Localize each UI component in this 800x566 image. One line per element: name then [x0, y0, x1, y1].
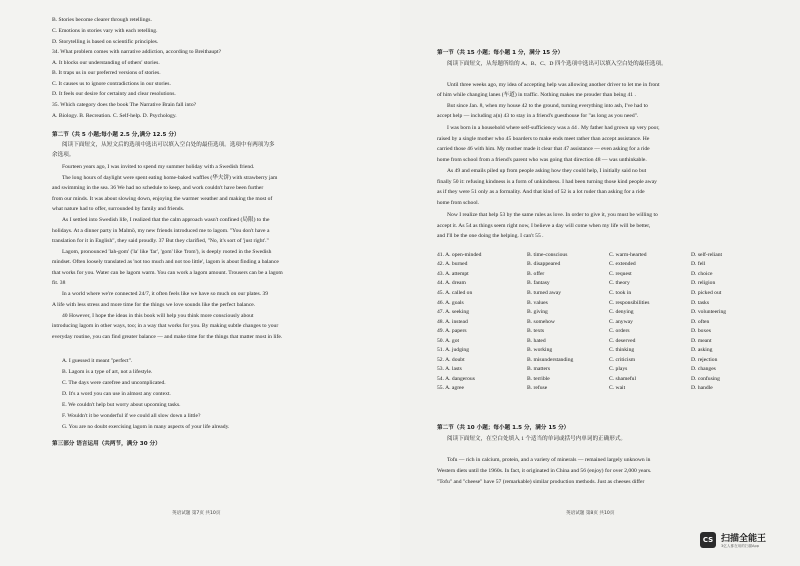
left-line: mindset. Often loosely translated as 'not too much and not too little', lagom is about finding a balance	[52, 259, 279, 265]
right-line: I was born in a household where self-sufficiency was a 44 . My father had grown up very poor,	[447, 125, 660, 131]
option-cell: 53. A. lasts	[437, 366, 462, 373]
option-cell: C. request	[609, 270, 632, 277]
option-cell: 52. A. doubt	[437, 356, 465, 363]
option-cell: 42. A. burned	[437, 261, 468, 268]
option-cell: B. fantasy	[527, 280, 550, 287]
option-cell: D. confusing	[691, 375, 720, 382]
option-cell: D. boxes	[691, 328, 711, 335]
right-line: accept it. As 54 as things seem right now, I believe a day will come when my life will be better,	[437, 223, 651, 229]
option-cell: B. giving	[527, 309, 548, 316]
left-line: holidays. At a dinner party in Malmö, my new friends introduced me to lagom. "You don't have a	[52, 228, 270, 234]
option-row	[437, 307, 771, 317]
option-cell: 54. A. dangerous	[437, 375, 475, 382]
option-cell: 55. A. agree	[437, 385, 465, 392]
option-cell: 46. A. goals	[437, 299, 464, 306]
left-line: 第二节（共 5 小题;每小题 2.5 分,满分 12.5 分）	[52, 132, 180, 138]
option-cell: D. rejection	[691, 356, 718, 363]
option-cell: B. somehow	[527, 318, 555, 325]
option-row	[437, 260, 771, 270]
logo-subtitle: 3亿人都在用的扫描App	[721, 544, 760, 548]
left-line: B. It traps us in our preferred versions of stories.	[52, 70, 161, 76]
option-cell: B. misunderstanding	[527, 356, 574, 363]
right-line: finally 50 it: refusing kindness is a form of unkindness. I had been turning those kind people away	[437, 179, 657, 185]
option-row	[437, 326, 771, 336]
left-line: A life with less stress and more time for the things we love sounds like the perfect balance.	[52, 302, 256, 308]
option-cell: 45. A. called on	[437, 289, 473, 296]
right-line: and I'll be the one doing the helping. I can't 55 .	[437, 233, 544, 239]
right-line: accept help — including a(n) 43 to stay in a friend's guesthouse for "as long as you need".	[437, 113, 639, 119]
left-line: from our minds. It was about slowing down, enjoying the warmer weather and making the most of	[52, 196, 273, 202]
option-cell: D. religion	[691, 280, 716, 287]
left-line: D. It's a word you can use in almost any context.	[62, 391, 171, 397]
left-line: D. It feels our desire for certainty and clear resolutions.	[52, 91, 176, 97]
left-line: 第三部分 语言运用（共两节，满分 30 分）	[52, 441, 161, 447]
left-line: As I settled into Swedish life, I realized that the calm approach wasn't confined (局限) to the	[62, 217, 270, 223]
option-cell: D. often	[691, 318, 710, 325]
left-line: In a world where we're connected 24/7, it often feels like we have so much on our plates. 39	[62, 291, 269, 297]
option-row	[437, 279, 771, 289]
right-line: as if they were 51 only as a formality. And that kind of 52 is a lot ruder than asking for a ride	[437, 189, 645, 195]
option-cell: B. refuse	[527, 385, 548, 392]
right-line: 阅读下面短文，在空白处填入 1 个适当的单词或括号内单词的正确形式。	[447, 436, 627, 442]
option-cell: D. meant	[691, 337, 712, 344]
option-row	[437, 288, 771, 298]
option-cell: 49. A. papers	[437, 328, 467, 335]
option-cell: C. took in	[609, 289, 632, 296]
left-line: 34. What problem comes with narrative addiction, according to Breithaupt?	[52, 49, 222, 55]
option-cell: C. warm-hearted	[609, 251, 647, 258]
right-line: carried those 46 with him. My mother made it clear that 47 assistance — even asking for a ride	[437, 146, 650, 152]
right-line: As 49 and emails piled up from people asking how they could help, I initially said no but	[447, 168, 647, 174]
right-line: Until three weeks ago, my idea of accepting help was allowing another driver to let me in front	[447, 82, 660, 88]
right-page-footer: 英语试题 第8页 共10页	[566, 511, 615, 516]
options-table	[437, 250, 771, 393]
option-cell: 43. A. attempt	[437, 270, 469, 277]
left-line: C. The days were carefree and uncomplicated.	[62, 380, 166, 386]
option-cell: D. changes	[691, 366, 716, 373]
option-cell: D. fell	[691, 261, 706, 268]
left-line: everyday routine, you can find greater balance — and make time for the things that matter most in life.	[52, 334, 283, 340]
option-row	[437, 384, 771, 394]
left-line: B. Stories become clearer through retellings.	[52, 17, 152, 23]
left-line: A. It blocks our understanding of others' stories.	[52, 60, 160, 66]
option-cell: 48. A. instead	[437, 318, 468, 325]
option-cell: B. turned away	[527, 289, 562, 296]
option-cell: C. shameful	[609, 375, 637, 382]
right-line: 第一节（共 15 小题；每小题 1 分，满分 15 分）	[437, 50, 564, 56]
option-cell: C. deserved	[609, 337, 636, 344]
option-cell: D. asking	[691, 347, 713, 354]
option-cell: C. denying	[609, 309, 634, 316]
left-line: and swimming in the sea. 36 We had no schedule to keep, and work couldn't have been further	[52, 185, 264, 191]
option-cell: D. self-reliant	[691, 251, 723, 258]
option-row	[437, 365, 771, 375]
option-cell: B. terrible	[527, 375, 550, 382]
left-line: translation for it in English", they said proudly. 37 But they clarified, "No, it's sort of 'just right'."	[52, 238, 269, 244]
option-row	[437, 298, 771, 308]
left-line: introducing lagom in other ways, too; in a way that works for you. By making subtle changes to your	[52, 323, 279, 329]
option-row	[437, 345, 771, 355]
option-cell: B. disappeared	[527, 261, 561, 268]
option-row	[437, 317, 771, 327]
option-cell: D. volunteering	[691, 309, 727, 316]
option-cell: C. thinking	[609, 347, 635, 354]
logo-name: 扫描全能王	[721, 534, 767, 544]
option-row	[437, 269, 771, 279]
left-line: A. Biology. B. Recreation. C. Self-help. D. Psychology.	[52, 113, 177, 119]
left-line: Fourteen years ago, I was invited to spend my summer holiday with a Swedish friend.	[62, 164, 255, 170]
right-line: raised by a single mother who 45 boarders to make ends meet rather than accept assistance. He	[437, 136, 650, 142]
right-line: home from school.	[437, 200, 480, 206]
option-cell: 44. A. dream	[437, 280, 466, 287]
left-line: 阅读下面短文，从短文后的选项中选出可以填入空白处的最佳选项。选项中有两项为多	[62, 142, 275, 148]
option-cell: C. criticism	[609, 356, 636, 363]
option-cell: D. handle	[691, 385, 713, 392]
option-cell: B. working	[527, 347, 553, 354]
option-cell: D. picked out	[691, 289, 722, 296]
left-line: F. Wouldn't it be wonderful if we could all slow down a little?	[62, 413, 201, 419]
option-cell: B. hated	[527, 337, 546, 344]
option-cell: C. anyway	[609, 318, 633, 325]
cs-logo-icon: CS	[700, 532, 716, 548]
right-line: 第二节（共 10 小题；每小题 1.5 分，满分 15 分）	[437, 425, 570, 431]
option-row	[437, 336, 771, 346]
right-line: Now I realize that help 53 by the same rules as love. In order to give it, you must be willing to	[447, 212, 658, 218]
left-page-footer: 英语试题 第7页 共10页	[172, 511, 221, 516]
left-line: B. Lagom is a type of art, not a lifestyle.	[62, 369, 153, 375]
right-line: Western diets until the 1960s. In fact, it originated in China and 56 (enjoy) for over 2,000 years.	[437, 468, 652, 474]
right-line: But since Jan. 8, when my house 42 to the ground, turning everything into ash, I've had to	[447, 103, 648, 109]
option-cell: C. theory	[609, 280, 630, 287]
right-line: of him while changing lanes (车道) in traffic. Nothing makes me prouder than being 41 .	[437, 92, 636, 98]
option-cell: 51. A. judging	[437, 347, 470, 354]
left-line: fit. 38	[52, 280, 66, 286]
option-row	[437, 355, 771, 365]
camscanner-logo	[700, 530, 790, 558]
option-cell: C. responsibilities	[609, 299, 650, 306]
option-cell: B. values	[527, 299, 548, 306]
option-cell: C. extended	[609, 261, 636, 268]
left-line: The long hours of daylight were spent eating home-baked waffles (华夫饼) with strawberry jam	[62, 175, 278, 181]
option-cell: D. choice	[691, 270, 713, 277]
option-cell: 41. A. open-minded	[437, 251, 482, 258]
left-line: A. I guessed it meant "perfect".	[62, 358, 133, 364]
option-cell: 50. A. got	[437, 337, 460, 344]
right-line: 阅读下面短文，从每题所给的 A、B、C、D 四个选项中选出可以填入空白处的最佳选项。	[447, 61, 667, 67]
option-cell: B. matters	[527, 366, 550, 373]
option-cell: B. time-conscious	[527, 251, 568, 258]
left-line: 35. Which category does the book The Narrative Brain fall into?	[52, 102, 197, 108]
left-line: 余选项。	[52, 152, 75, 158]
right-line: Tofu — rich in calcium, protein, and a variety of minerals — remained largely unknown in	[447, 457, 651, 463]
left-line: C. Emotions in stories vary with each retelling.	[52, 28, 158, 34]
left-line: D. Storytelling is based on scientific principles.	[52, 39, 159, 45]
left-line: E. We couldn't help but worry about upcoming tasks.	[62, 402, 181, 408]
option-cell: C. orders	[609, 328, 630, 335]
option-cell: C. plays	[609, 366, 628, 373]
option-row	[437, 250, 771, 260]
left-line: G. You are no doubt exercising lagom in many aspects of your life already.	[62, 424, 230, 430]
option-cell: B. offer	[527, 270, 545, 277]
option-cell: C. wait	[609, 385, 626, 392]
option-cell: B. texts	[527, 328, 545, 335]
left-line: C. It causes us to ignore contradictions in our stories.	[52, 81, 171, 87]
left-line: that works for you. Water can be lagom warm. You can work a lagom amount. Trousers can be a lagom	[52, 270, 283, 276]
left-line: 40 However, I hope the ideas in this book will help you think more consciously about	[62, 313, 254, 319]
right-line: "Tofu" and "cheese" have 57 (remarkable) similar production methods. Just as cheeses differ	[437, 479, 645, 485]
option-row	[437, 374, 771, 384]
left-line: what nature had to offer, surrounded by family and friends.	[52, 206, 185, 212]
left-line: Lagom, pronounced 'lah-gom' ('la' like 'far', 'gom' like 'from'), is deeply rooted in the Swedish	[62, 249, 272, 255]
right-line: home from school from a friend's parent who was going that direction 48 — was unthinkable.	[437, 157, 647, 163]
option-cell: 47. A. seeking	[437, 309, 470, 316]
option-cell: D. tasks	[691, 299, 710, 306]
